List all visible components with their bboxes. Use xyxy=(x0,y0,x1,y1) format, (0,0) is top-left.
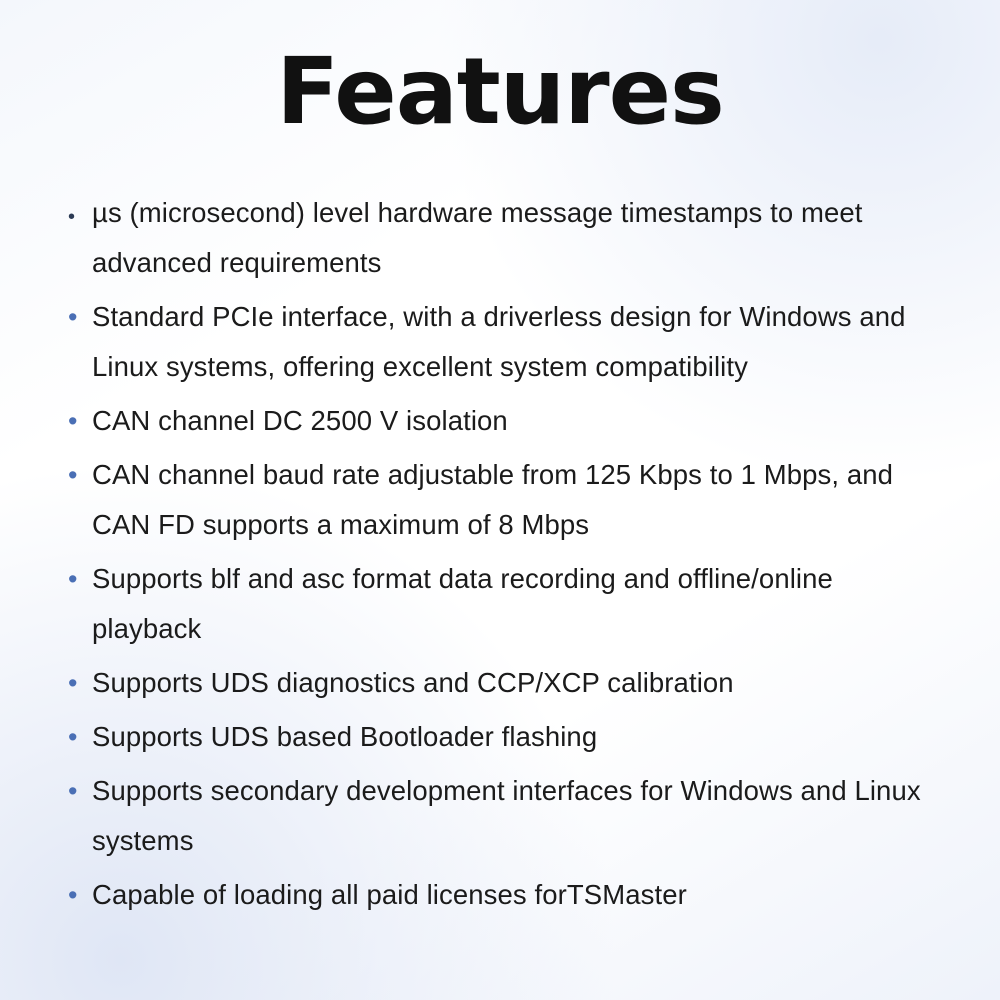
bullet-icon: • xyxy=(68,880,78,910)
list-item xyxy=(62,658,942,708)
bullet-icon: • xyxy=(68,776,78,806)
page-title: Features xyxy=(276,38,724,145)
bullet-icon: • xyxy=(68,302,78,332)
bullet-icon: • xyxy=(68,564,78,594)
list-item xyxy=(62,712,942,762)
list-item-label: CAN channel DC 2500 V isolation xyxy=(92,405,508,436)
list-item-label: Supports UDS diagnostics and CCP/XCP calibration xyxy=(92,667,734,698)
bullet-icon: • xyxy=(68,406,78,436)
list-item-label: Supports secondary development interfaces for Windows and Linux systems xyxy=(92,775,921,856)
features-list xyxy=(62,188,942,924)
list-item-label: Capable of loading all paid licenses forTSMaster xyxy=(92,879,687,910)
list-item-label: Supports UDS based Bootloader flashing xyxy=(92,721,598,752)
bullet-icon: • xyxy=(68,460,78,490)
bullet-icon: • xyxy=(68,206,76,228)
list-item-label: µs (microsecond) level hardware message timestamps to meet advanced requirements xyxy=(92,197,863,278)
list-item xyxy=(62,396,942,446)
list-item xyxy=(62,766,942,866)
list-item xyxy=(62,188,942,288)
list-item xyxy=(62,450,942,550)
bullet-icon: • xyxy=(68,722,78,752)
list-item xyxy=(62,870,942,920)
list-item-label: CAN channel baud rate adjustable from 125 Kbps to 1 Mbps, and CAN FD supports a maximum of 8 Mbps xyxy=(92,459,894,540)
list-item xyxy=(62,554,942,654)
bullet-icon: • xyxy=(68,668,78,698)
list-item-label: Standard PCIe interface, with a driverless design for Windows and Linux systems, offering excellent system compatibility xyxy=(92,301,906,382)
list-item xyxy=(62,292,942,392)
list-item-label: Supports blf and asc format data recording and offline/online playback xyxy=(92,563,833,644)
